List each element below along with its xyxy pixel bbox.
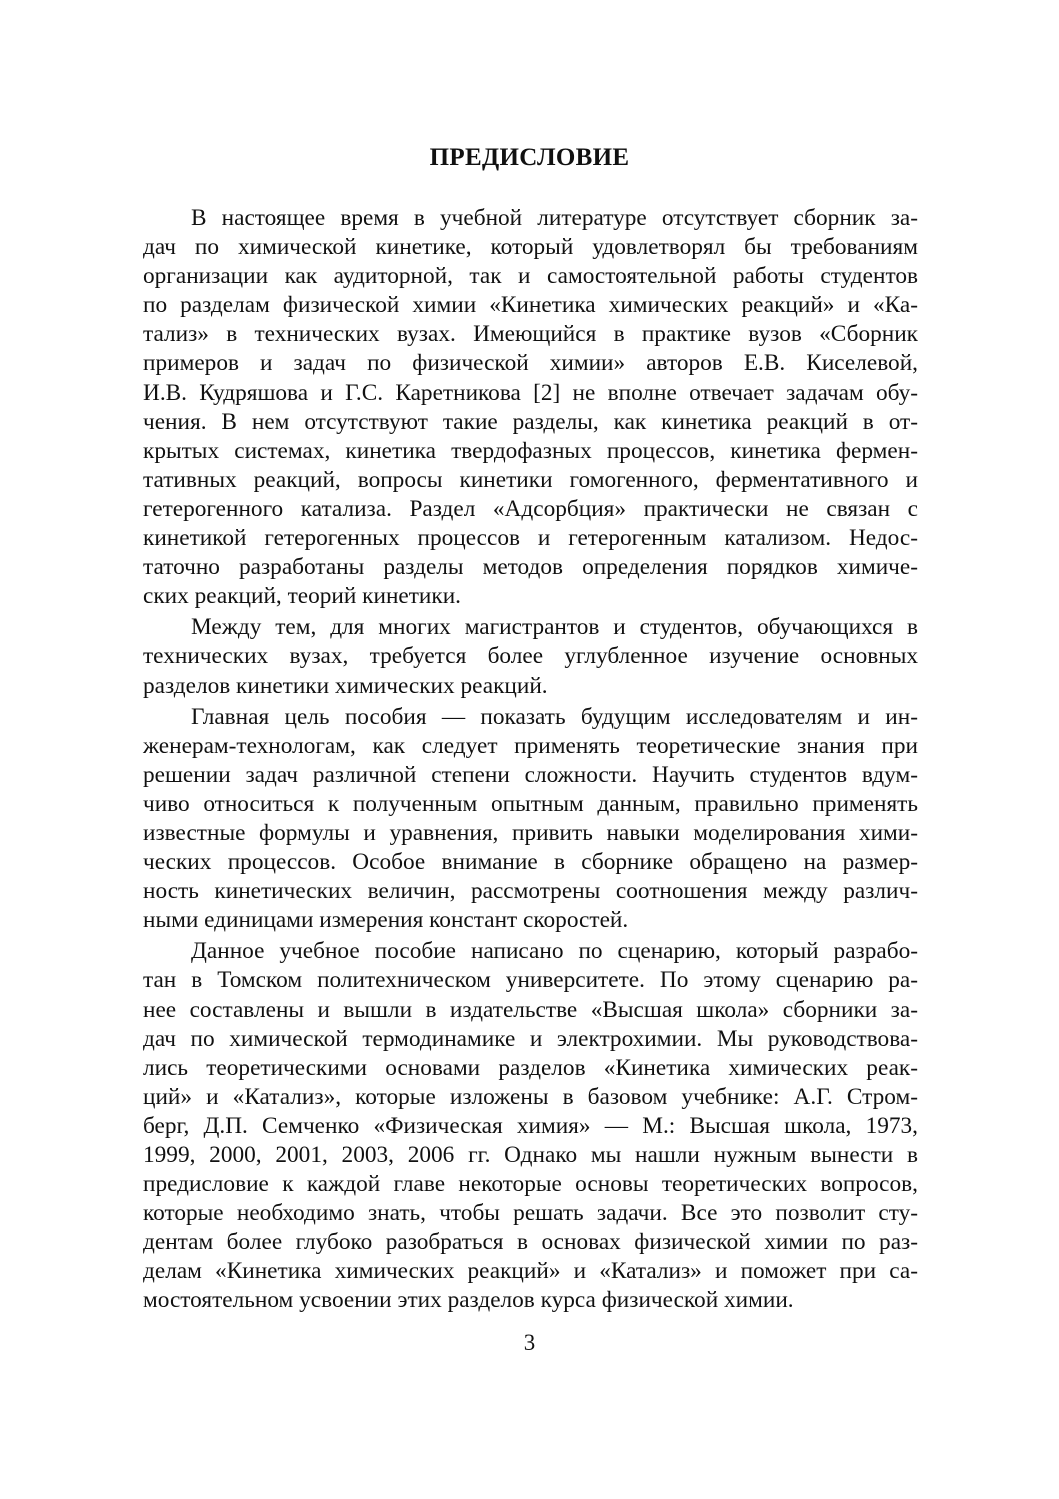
text-line: женерам-технологам, как следует применять теоретические знания при [143, 732, 918, 759]
text-line: 1999, 2000, 2001, 2003, 2006 гг. Однако мы нашли нужным вынести в [143, 1142, 918, 1168]
text-line: известные формулы и уравнения, привить навыки моделирования хими- [143, 819, 918, 846]
text-line: ских реакций, теорий кинетики. [143, 583, 462, 610]
text-line: дач по химической термодинамике и электрохимии. Мы руководствова- [143, 1025, 918, 1052]
text-line: ций» и «Катализ», которые изложены в базовом учебнике: А.Г. Стром- [143, 1083, 918, 1110]
text-line: таточно разработаны разделы методов определения порядков химиче- [143, 554, 918, 581]
text-line: по разделам физической химии «Кинетика химических реакций» и «Ка- [143, 292, 918, 319]
text-line: И.В. Кудряшова и Г.С. Каретникова [2] не вполне отвечает задачам обу- [143, 379, 918, 406]
page-number: 3 [523, 1330, 536, 1355]
text-line: технических вузах, требуется более углубленное изучение основных [143, 643, 918, 670]
text-line: мостоятельном усвоении этих разделов курса физической химии. [143, 1287, 794, 1314]
text-line: организации как аудиторной, так и самостоятельной работы студентов [143, 263, 918, 290]
text-line: разделов кинетики химических реакций. [143, 672, 548, 699]
paragraph [143, 703, 918, 936]
text-line: решении задач различной степени сложности. Научить студентов вдум- [143, 761, 918, 788]
text-line: ность кинетических величин, рассмотрены соотношения между различ- [143, 878, 918, 905]
text-line: берг, Д.П. Семченко «Физическая химия» — М.: Высшая школа, 1973, [143, 1112, 918, 1139]
text-line: ческих процессов. Особое внимание в сборнике обращено на размер- [143, 849, 918, 876]
text-line: делам «Кинетика химических реакций» и «Катализ» и поможет при са- [143, 1258, 918, 1285]
text-line: чения. В нем отсутствуют такие разделы, как кинетика реакций в от- [143, 408, 918, 435]
paragraph [143, 613, 918, 700]
text-line: гетерогенного катализа. Раздел «Адсорбция» практически не связан с [143, 495, 918, 522]
paragraph [143, 204, 918, 611]
paragraph [143, 937, 918, 1315]
text-line: дач по химической кинетике, который удовлетворял бы требованиям [143, 234, 918, 261]
text-line: Данное учебное пособие написано по сценарию, который разрабо- [191, 938, 918, 965]
body-text [143, 204, 918, 1316]
text-line: дентам более глубоко разобраться в основах физической химии по раз- [143, 1229, 918, 1256]
text-line: которые необходимо знать, чтобы решать задачи. Все это позволит сту- [143, 1200, 918, 1227]
text-line: тативных реакций, вопросы кинетики гомогенного, ферментативного и [143, 466, 918, 493]
text-line: Между тем, для многих магистрантов и студентов, обучающихся в [191, 614, 918, 641]
text-line: нее составлены и вышли в издательстве «Высшая школа» сборники за- [143, 996, 918, 1023]
text-line: лись теоретическими основами разделов «Кинетика химических реак- [143, 1054, 918, 1081]
text-line: предисловие к каждой главе некоторые основы теоретических вопросов, [143, 1171, 918, 1198]
text-line: кинетикой гетерогенных процессов и гетерогенным катализом. Недос- [143, 525, 918, 552]
text-line: ными единицами измерения констант скоростей. [143, 907, 629, 934]
page-title: ПРЕДИСЛОВИЕ [429, 144, 630, 171]
text-line: Главная цель пособия — показать будущим исследователям и ин- [191, 703, 918, 730]
text-line: тализ» в технических вузах. Имеющийся в практике вузов «Сборник [143, 321, 918, 348]
text-line: В настоящее время в учебной литературе отсутствует сборник за- [191, 205, 918, 231]
text-line: чиво относиться к полученным опытным данным, правильно применять [143, 790, 918, 817]
text-line: примеров и задач по физической химии» авторов Е.В. Киселевой, [143, 350, 918, 377]
text-line: тан в Томском политехническом университете. По этому сценарию ра- [143, 967, 918, 994]
text-line: крытых системах, кинетика твердофазных процессов, кинетика фермен- [143, 437, 918, 464]
